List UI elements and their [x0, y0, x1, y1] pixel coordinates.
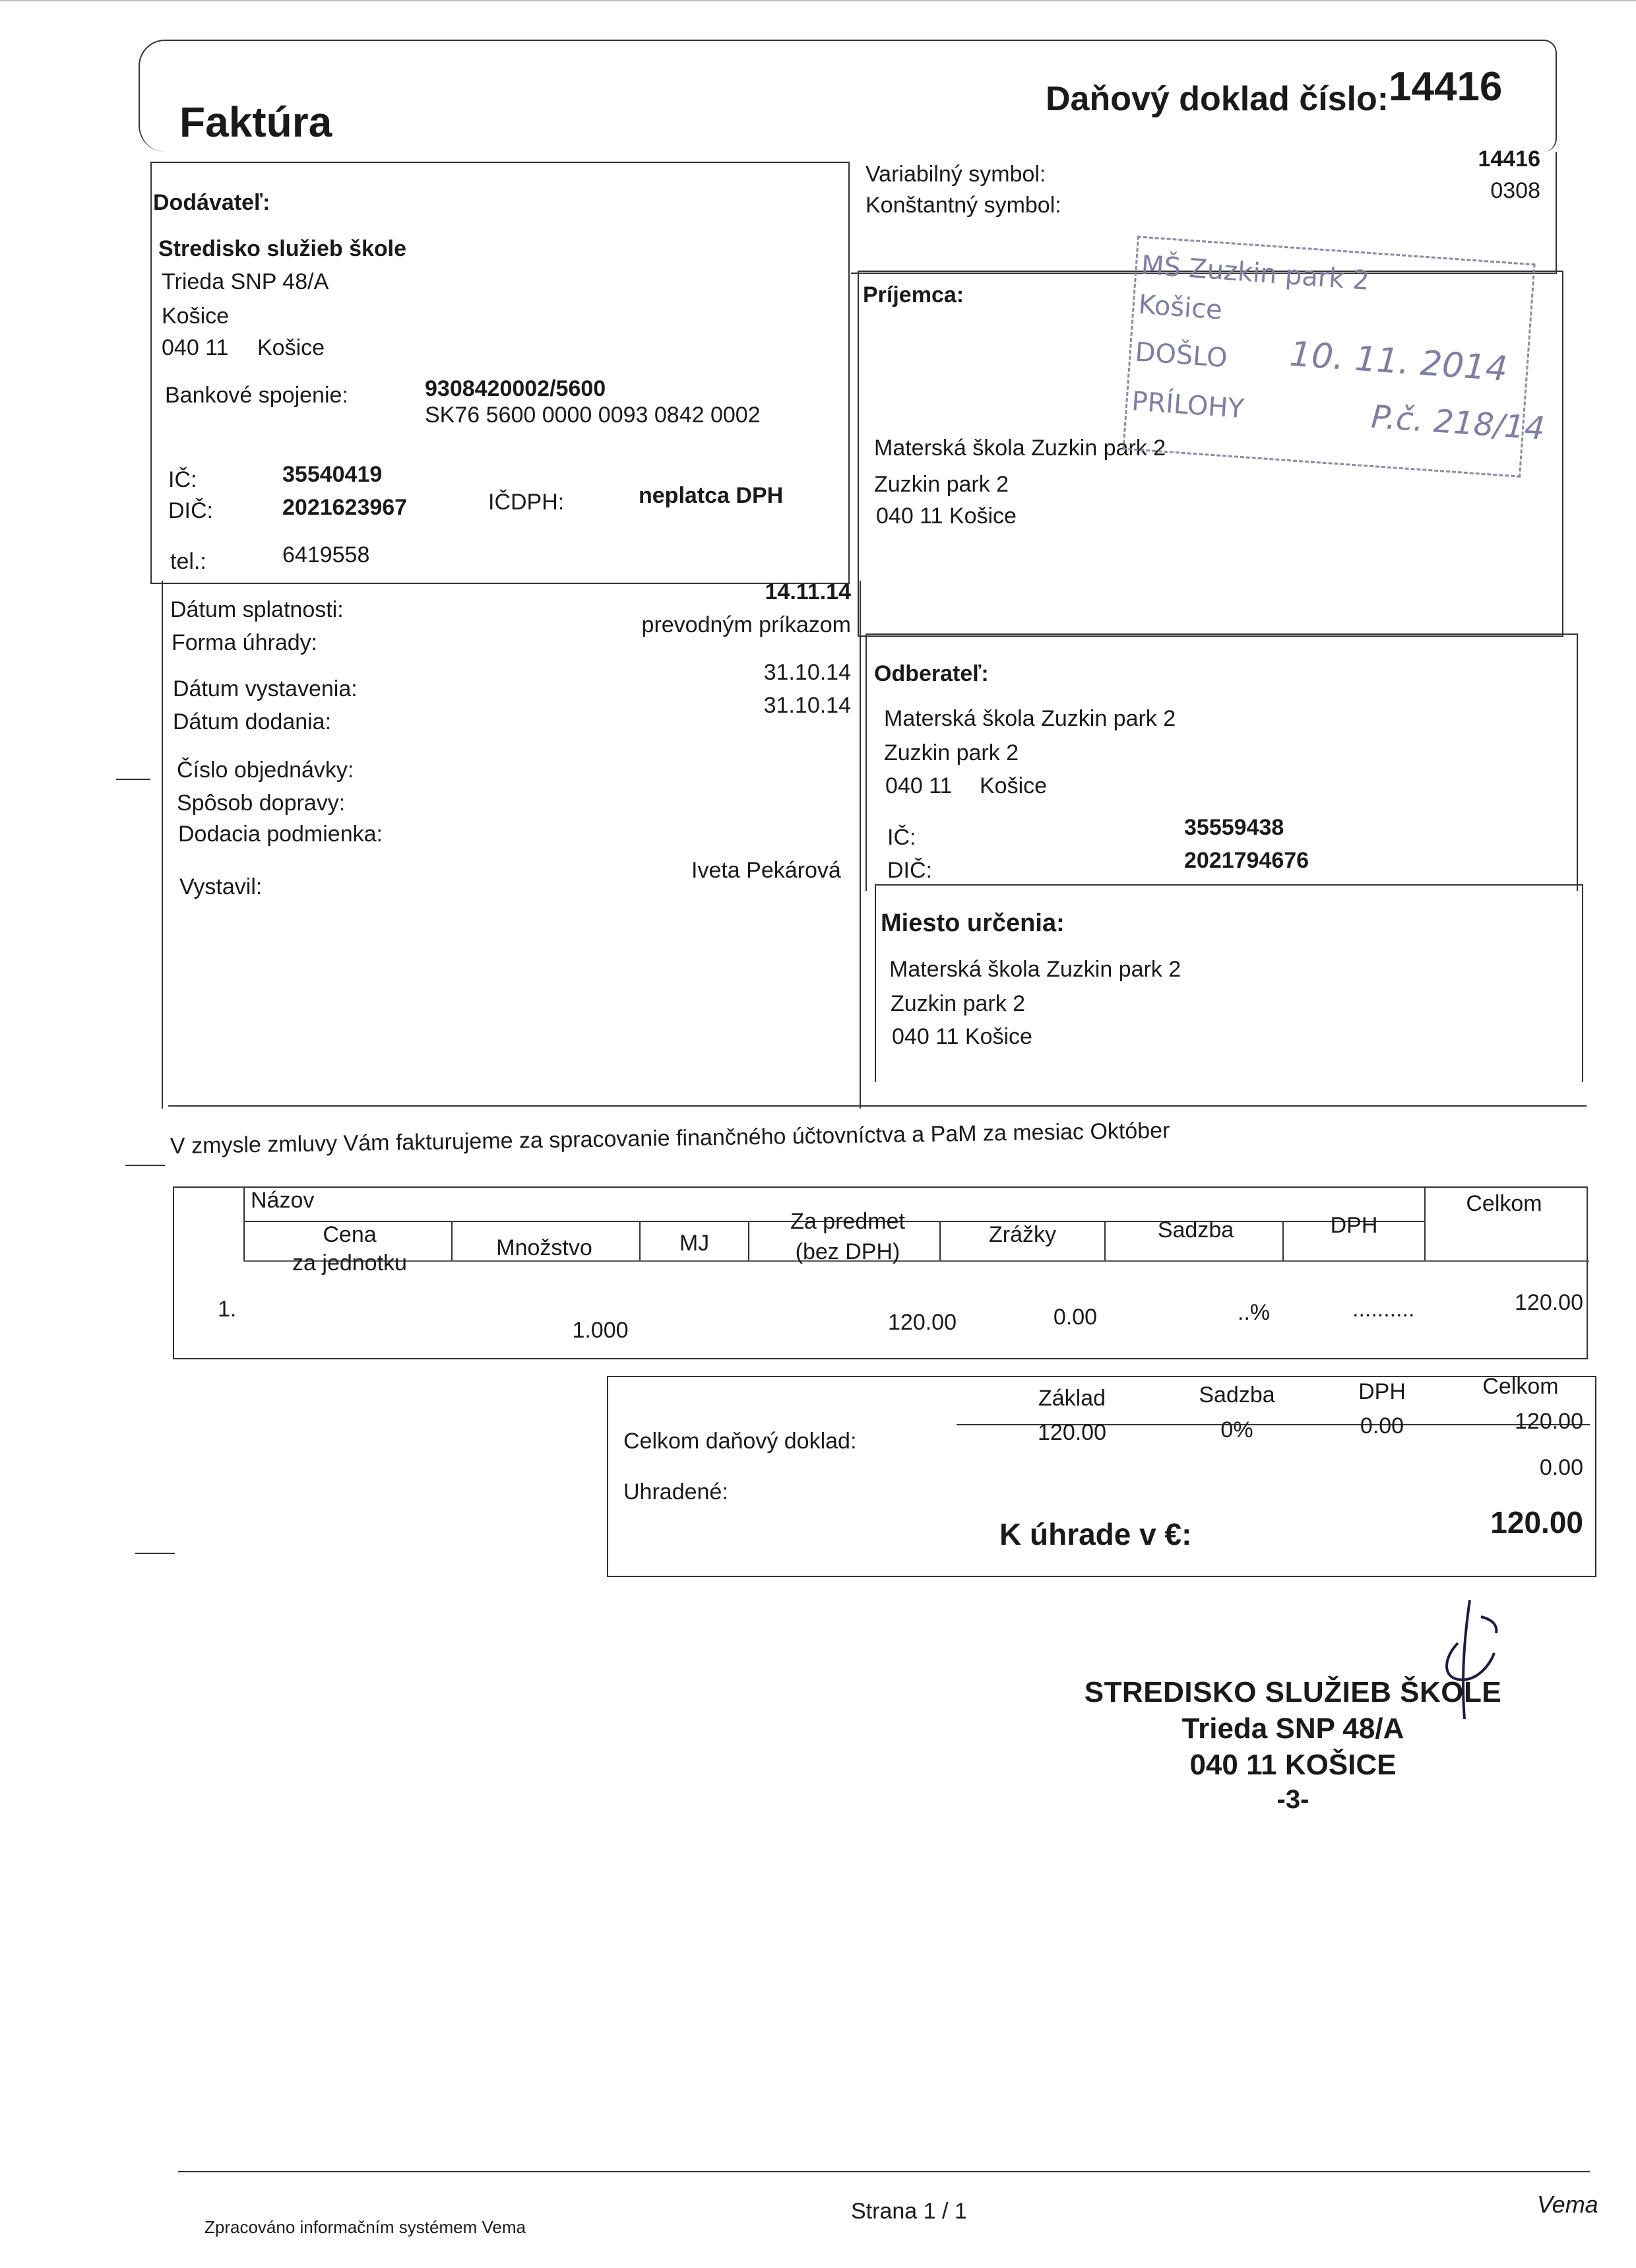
recipient-city: 040 11 Košice [876, 503, 1017, 529]
bank-label: Bankové spojenie: [165, 383, 348, 408]
supplier-ico-label: IČ: [168, 467, 197, 492]
address-divider [875, 884, 876, 1082]
col-quantity-header: Množstvo [496, 1235, 592, 1260]
supplier-heading: Dodávateľ: [153, 190, 270, 215]
seal-line-1: STREDISKO SLUŽIEB ŠKOLE [1084, 1676, 1502, 1708]
footer-system-note: Zpracováno informačním systémem Vema [204, 2217, 526, 2237]
recipient-name: Materská škola Zuzkin park 2 [874, 436, 1166, 461]
tax-doc-number: 14416 [1389, 64, 1503, 110]
received-stamp [1122, 236, 1546, 477]
amount-due-label: K úhrade v €: [999, 1517, 1192, 1551]
bank-account: 9308420002/5600 [425, 376, 606, 401]
summary-total-header: Celkom [1482, 1374, 1559, 1399]
recipient-heading: Príjemca: [863, 282, 964, 308]
paid-label: Uhradené: [623, 1479, 728, 1505]
intro-text: V zmysle zmluvy Vám fakturujeme za spracovanie finančného účtovníctva a PaM za mesiac Október [170, 1118, 1170, 1159]
customer-ico-label: IČ: [887, 825, 916, 850]
customer-name: Materská škola Zuzkin park 2 [884, 706, 1176, 731]
col-subject-header-2: (bez DPH) [795, 1239, 900, 1264]
summary-base-header: Základ [1038, 1386, 1106, 1411]
col-rate-header: Sadzba [1157, 1217, 1234, 1243]
row-quantity: 1.000 [572, 1318, 629, 1343]
supplier-street: Trieda SNP 48/A [162, 269, 329, 294]
supplier-box [150, 162, 850, 584]
customer-dic-label: DIČ: [887, 858, 932, 883]
summary-total: 120.00 [1515, 1409, 1583, 1434]
tax-doc-label: Daňový doklad číslo: [1046, 80, 1389, 118]
seal-line-4: -3- [1276, 1785, 1309, 1814]
stamp-line-1: MŠ Zuzkin park 2 [1140, 249, 1371, 296]
col-discount-header: Zrážky [989, 1222, 1056, 1247]
destination-street: Zuzkin park 2 [891, 991, 1026, 1016]
supplier-dic: 2021623967 [282, 495, 408, 520]
footer-rule [178, 2171, 1590, 2172]
row-number: 1. [218, 1297, 237, 1322]
icdph-value: neplatca DPH [639, 483, 784, 508]
col-vat-header: DPH [1330, 1213, 1378, 1238]
stamp-line-2: Košice [1137, 289, 1224, 326]
scan-edge-line [0, 0, 1636, 1]
customer-dic: 2021794676 [1184, 848, 1309, 873]
summary-vat-header: DPH [1358, 1379, 1406, 1404]
destination-heading: Miesto určenia: [881, 909, 1065, 937]
paid-amount: 0.00 [1539, 1455, 1583, 1480]
due-date-value: 14.11.14 [765, 579, 851, 604]
supplier-city: Košice [162, 304, 230, 329]
issue-date-label: Dátum vystavenia: [173, 676, 358, 701]
intro-margin-mark [125, 1165, 165, 1166]
iban: SK76 5600 0000 0093 0842 0002 [425, 403, 761, 428]
summary-vat: 0.00 [1360, 1413, 1404, 1439]
constant-symbol-label: Konštantný symbol: [865, 193, 1061, 218]
payment-form-value: prevodným príkazom [641, 612, 851, 637]
col-name-header: Názov [251, 1188, 315, 1213]
delivery-date-value: 31.10.14 [763, 693, 851, 718]
stamp-received-date: 10. 11. 2014 [1288, 334, 1509, 389]
col-total-header: Celkom [1466, 1191, 1542, 1216]
customer-street: Zuzkin park 2 [884, 740, 1019, 765]
issue-date-value: 31.10.14 [763, 660, 851, 685]
supplier-dic-label: DIČ: [168, 498, 213, 523]
col-unit-price-header-1: Cena [323, 1222, 377, 1247]
supplier-zip-city: Košice [257, 335, 325, 360]
recipient-street: Zuzkin park 2 [874, 472, 1009, 497]
constant-symbol-value: 0308 [1490, 178, 1540, 203]
row-discount: 0.00 [1053, 1305, 1098, 1330]
stamp-reference: P.č. 218/14 [1369, 398, 1546, 448]
col-subject-header-1: Za predmet [790, 1209, 905, 1234]
variable-symbol-value: 14416 [1478, 146, 1540, 172]
amount-due: 120.00 [1490, 1505, 1583, 1539]
summary-rate-header: Sadzba [1199, 1382, 1275, 1408]
total-tax-doc-label: Celkom daňový doklad: [623, 1429, 857, 1454]
row-vat: .......... [1352, 1297, 1415, 1322]
margin-mark [116, 779, 150, 780]
customer-zip: 040 11 [885, 773, 953, 798]
vema-logo: Vema [1537, 2191, 1598, 2218]
summary-base: 120.00 [1038, 1420, 1106, 1445]
col-unit-price-header-2: za jednotku [292, 1250, 407, 1276]
supplier-tel: 6419558 [282, 542, 370, 567]
order-number-label: Číslo objednávky: [177, 758, 354, 783]
variable-symbol-label: Variabilný symbol: [865, 162, 1046, 187]
row-total: 120.00 [1515, 1290, 1583, 1315]
document-title: Faktúra [179, 98, 332, 146]
address-section-bottom [168, 1105, 1587, 1107]
stamp-line-3: DOŠLO [1134, 337, 1229, 374]
page-indicator: Strana 1 / 1 [851, 2199, 967, 2224]
issuer-label: Vystavil: [179, 874, 263, 899]
summary-left-mark [135, 1553, 175, 1554]
customer-heading: Odberateľ: [874, 661, 989, 686]
destination-name: Materská škola Zuzkin park 2 [889, 957, 1181, 982]
summary-rate: 0% [1220, 1417, 1253, 1442]
supplier-tel-label: tel.: [170, 549, 206, 574]
icdph-label: IČDPH: [488, 490, 565, 515]
issuer-name: Iveta Pekárová [691, 858, 841, 883]
supplier-zip: 040 11 [162, 335, 229, 360]
payment-form-label: Forma úhrady: [172, 630, 318, 655]
customer-city: Košice [980, 773, 1048, 798]
delivery-date-label: Dátum dodania: [173, 709, 332, 734]
seal-line-3: 040 11 KOŠICE [1189, 1749, 1397, 1781]
due-date-label: Dátum splatnosti: [170, 597, 344, 622]
stamp-line-4: PRÍLOHY [1130, 386, 1245, 425]
destination-city: 040 11 Košice [892, 1024, 1032, 1049]
delivery-condition-label: Dodacia podmienka: [178, 822, 383, 847]
row-subject-price: 120.00 [888, 1310, 957, 1335]
col-mj-header: MJ [679, 1231, 710, 1256]
customer-ico: 35559438 [1184, 815, 1284, 840]
supplier-ico: 35540419 [282, 462, 383, 487]
supplier-name: Stredisko služieb škole [158, 236, 407, 261]
row-rate: ..% [1238, 1300, 1271, 1325]
transport-label: Spôsob dopravy: [177, 791, 346, 816]
seal-line-2: Trieda SNP 48/A [1181, 1712, 1404, 1745]
